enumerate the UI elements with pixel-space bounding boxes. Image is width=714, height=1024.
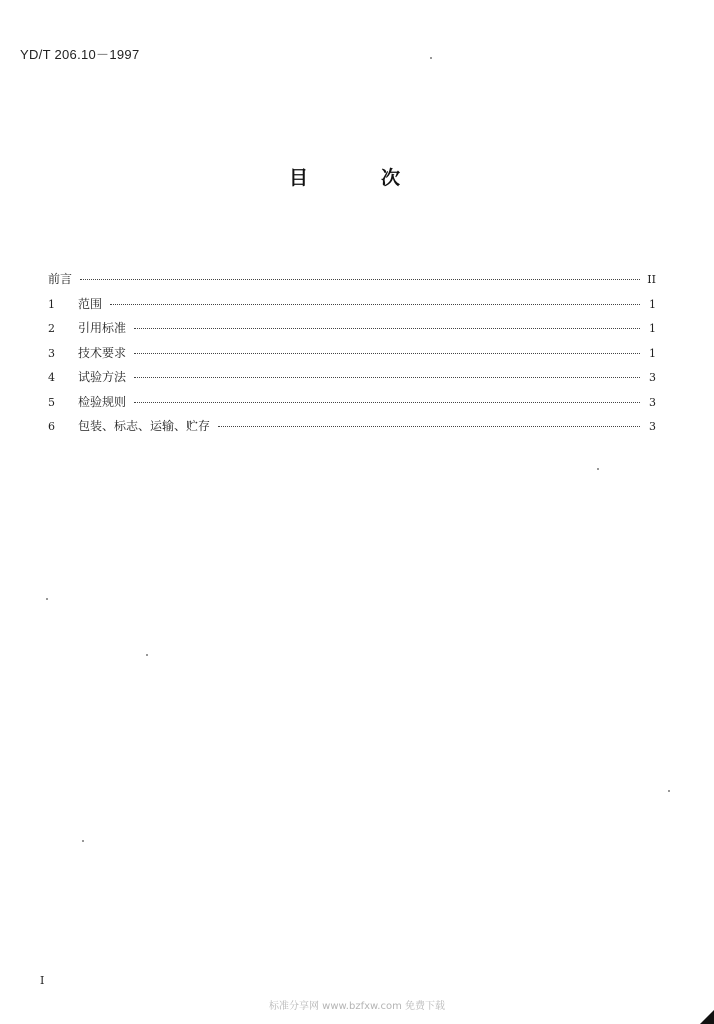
watermark-text: 标准分享网 www.bzfxw.com 免费下载 — [269, 1001, 445, 1012]
toc-title-char-1: 目 — [289, 167, 309, 189]
scan-speck — [430, 57, 432, 59]
toc-entry-page: II — [647, 273, 656, 286]
scan-speck — [668, 790, 670, 792]
toc-entry-number: 3 — [48, 346, 55, 360]
toc-dot-leader — [110, 304, 640, 305]
toc-entry-normative-references[interactable] — [48, 319, 656, 344]
toc-dot-leader — [80, 279, 640, 280]
toc-list — [48, 270, 656, 442]
toc-dot-leader — [134, 402, 640, 403]
toc-entry-label: 技术要求 — [78, 345, 127, 360]
toc-entry-number: 1 — [48, 297, 55, 311]
standard-code: YD/T 206.10－1997 — [20, 47, 140, 62]
scan-corner-mark — [700, 1010, 714, 1024]
toc-entry-page: 3 — [649, 371, 656, 384]
toc-entry-test-methods[interactable] — [48, 368, 656, 393]
toc-entry-label: 范围 — [78, 296, 103, 311]
toc-entry-number: 2 — [48, 322, 55, 335]
scan-speck — [82, 840, 84, 842]
toc-entry-technical-requirements[interactable] — [48, 344, 656, 369]
toc-entry-page: 1 — [649, 297, 656, 311]
toc-dot-leader — [134, 377, 640, 378]
scan-speck — [146, 654, 148, 656]
toc-entry-packaging-marking-transport-storage[interactable] — [48, 417, 656, 442]
toc-entry-label: 检验规则 — [78, 394, 127, 409]
toc-dot-leader — [134, 328, 640, 329]
toc-dot-leader — [218, 426, 640, 427]
toc-entry-scope[interactable] — [48, 295, 656, 320]
toc-entry-label: 包装、标志、运输、贮存 — [78, 419, 211, 433]
toc-entry-page: 1 — [649, 322, 656, 335]
toc-entry-page: 3 — [649, 395, 656, 409]
toc-entry-number: 5 — [48, 395, 55, 409]
toc-entry-label: 引用标准 — [78, 321, 127, 335]
scan-speck — [46, 598, 48, 600]
toc-entry-number: 4 — [48, 371, 55, 384]
toc-entry-foreword[interactable] — [48, 270, 656, 295]
toc-entry-number: 6 — [48, 420, 55, 433]
toc-entry-inspection-rules[interactable] — [48, 393, 656, 418]
toc-entry-page: 1 — [649, 346, 656, 360]
toc-title-char-2: 次 — [381, 167, 401, 189]
toc-title — [0, 163, 714, 187]
scan-speck — [597, 468, 599, 470]
toc-entry-label: 试验方法 — [78, 370, 127, 384]
toc-dot-leader — [134, 353, 640, 354]
toc-entry-label: 前言 — [48, 272, 73, 286]
footer-page-number: I — [40, 974, 45, 987]
toc-entry-page: 3 — [649, 420, 656, 433]
